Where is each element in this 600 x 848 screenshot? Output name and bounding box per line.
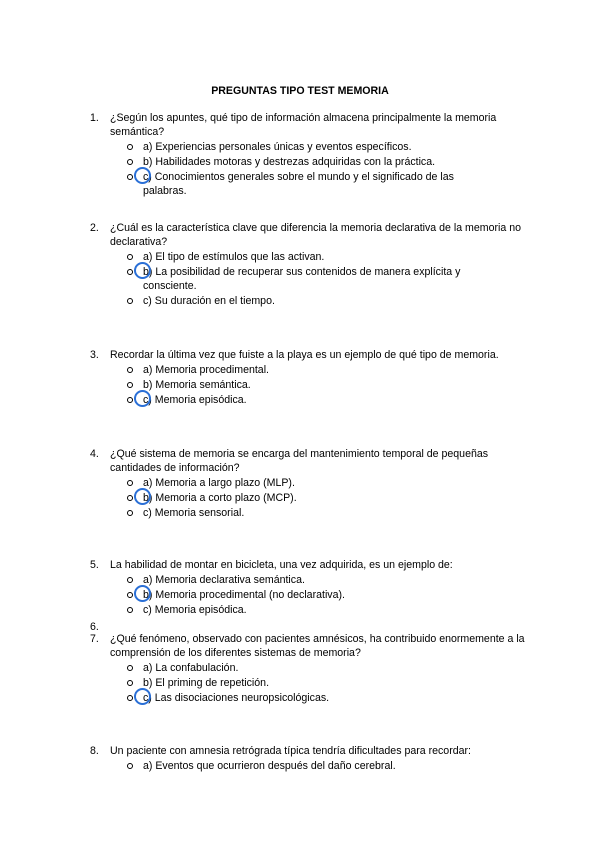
option-list bbox=[90, 363, 530, 407]
option-list bbox=[90, 573, 530, 617]
bullet-icon bbox=[127, 269, 133, 275]
option-text: c) Su duración en el tiempo. bbox=[143, 295, 275, 307]
option-text: b) La posibilidad de recuperar sus contenidos de manera explícita y consciente. bbox=[143, 266, 461, 292]
option-list bbox=[90, 140, 530, 198]
question-4 bbox=[90, 447, 530, 521]
answer-circle-icon bbox=[134, 167, 151, 184]
option-text: c) Memoria sensorial. bbox=[143, 507, 245, 519]
question-text: Recordar la última vez que fuiste a la playa es un ejemplo de qué tipo de memoria. bbox=[110, 349, 499, 361]
option-a bbox=[90, 250, 530, 264]
document-title: PREGUNTAS TIPO TEST MEMORIA bbox=[211, 85, 389, 97]
option-text: b) Habilidades motoras y destrezas adquiridas con la práctica. bbox=[143, 156, 436, 168]
bullet-icon bbox=[127, 298, 133, 304]
option-a bbox=[90, 759, 530, 773]
answer-circle-icon bbox=[134, 585, 151, 602]
question-number: 3. bbox=[90, 349, 99, 361]
bullet-icon bbox=[127, 607, 133, 613]
question-number: 4. bbox=[90, 448, 99, 460]
question-header bbox=[90, 447, 530, 475]
question-number: 8. bbox=[90, 745, 99, 757]
question-text: ¿Qué sistema de memoria se encarga del mantenimiento temporal de pequeñas cantidades de información? bbox=[110, 448, 489, 474]
option-text: a) El tipo de estímulos que las activan. bbox=[143, 251, 325, 263]
option-text: a) Eventos que ocurrieron después del daño cerebral. bbox=[143, 760, 396, 772]
answer-circle-icon bbox=[134, 390, 151, 407]
bullet-icon bbox=[127, 480, 133, 486]
bullet-icon bbox=[127, 144, 133, 150]
option-text: c) Memoria episódica. bbox=[143, 604, 247, 616]
answer-circle-icon bbox=[134, 688, 151, 705]
option-list bbox=[90, 476, 530, 520]
bullet-icon bbox=[127, 174, 133, 180]
question-header bbox=[90, 348, 530, 362]
option-text: a) Experiencias personales únicas y eventos específicos. bbox=[143, 141, 412, 153]
question-text: ¿Cuál es la característica clave que diferencia la memoria declarativa de la memoria no declarativa? bbox=[110, 222, 521, 248]
option-list bbox=[90, 759, 530, 773]
question-number: 7. bbox=[90, 633, 99, 645]
question-text: ¿Según los apuntes, qué tipo de información almacena principalmente la memoria semántica? bbox=[110, 112, 497, 138]
question-header bbox=[90, 632, 530, 660]
question-header bbox=[90, 111, 530, 139]
question-header bbox=[90, 558, 530, 572]
option-b bbox=[90, 265, 530, 293]
option-a bbox=[90, 476, 530, 490]
question-header bbox=[90, 744, 530, 758]
question-text: Un paciente con amnesia retrógrada típica tendría dificultades para recordar: bbox=[110, 745, 471, 757]
option-text: c) Memoria episódica. bbox=[143, 394, 247, 406]
option-list bbox=[90, 661, 530, 705]
option-text: b) Memoria a corto plazo (MCP). bbox=[143, 492, 297, 504]
question-number: 5. bbox=[90, 559, 99, 571]
option-c bbox=[90, 170, 530, 198]
question-2 bbox=[90, 221, 530, 309]
option-b bbox=[90, 155, 530, 169]
option-text: c) Las disociaciones neuropsicológicas. bbox=[143, 692, 330, 704]
option-list bbox=[90, 250, 530, 308]
option-c bbox=[90, 691, 530, 705]
option-text: a) La confabulación. bbox=[143, 662, 239, 674]
option-c bbox=[90, 603, 530, 617]
question-5 bbox=[90, 558, 530, 618]
question-number: 6. bbox=[90, 621, 99, 633]
option-text: b) El priming de repetición. bbox=[143, 677, 270, 689]
option-text: b) Memoria procedimental (no declarativa). bbox=[143, 589, 345, 601]
bullet-icon bbox=[127, 159, 133, 165]
option-text: c) Conocimientos generales sobre el mundo y el significado de las palabras. bbox=[143, 171, 454, 197]
bullet-icon bbox=[127, 763, 133, 769]
question-8 bbox=[90, 744, 530, 774]
bullet-icon bbox=[127, 510, 133, 516]
option-text: a) Memoria procedimental. bbox=[143, 364, 269, 376]
option-text: a) Memoria declarativa semántica. bbox=[143, 574, 305, 586]
question-text: La habilidad de montar en bicicleta, una vez adquirida, es un ejemplo de: bbox=[110, 559, 453, 571]
bullet-icon bbox=[127, 382, 133, 388]
bullet-icon bbox=[127, 680, 133, 686]
option-a bbox=[90, 661, 530, 675]
option-c bbox=[90, 393, 530, 407]
option-b bbox=[90, 588, 530, 602]
question-3 bbox=[90, 348, 530, 408]
option-text: b) Memoria semántica. bbox=[143, 379, 251, 391]
option-b bbox=[90, 378, 530, 392]
bullet-icon bbox=[127, 665, 133, 671]
bullet-icon bbox=[127, 397, 133, 403]
bullet-icon bbox=[127, 577, 133, 583]
option-b bbox=[90, 491, 530, 505]
question-6 bbox=[90, 620, 530, 633]
bullet-icon bbox=[127, 254, 133, 260]
option-a bbox=[90, 363, 530, 377]
answer-circle-icon bbox=[134, 488, 151, 505]
option-c bbox=[90, 294, 530, 308]
question-number: 1. bbox=[90, 112, 99, 124]
option-a bbox=[90, 140, 530, 154]
option-a bbox=[90, 573, 530, 587]
question-number: 2. bbox=[90, 222, 99, 234]
question-header bbox=[90, 221, 530, 249]
option-b bbox=[90, 676, 530, 690]
question-7 bbox=[90, 632, 530, 706]
bullet-icon bbox=[127, 695, 133, 701]
bullet-icon bbox=[127, 367, 133, 373]
option-c bbox=[90, 506, 530, 520]
bullet-icon bbox=[127, 592, 133, 598]
question-text: ¿Qué fenómeno, observado con pacientes amnésicos, ha contribuido enormemente a la comprensión de los diferentes sistemas de memoria? bbox=[110, 633, 525, 659]
bullet-icon bbox=[127, 495, 133, 501]
answer-circle-icon bbox=[134, 262, 151, 279]
option-text: a) Memoria a largo plazo (MLP). bbox=[143, 477, 295, 489]
question-1 bbox=[90, 111, 530, 199]
